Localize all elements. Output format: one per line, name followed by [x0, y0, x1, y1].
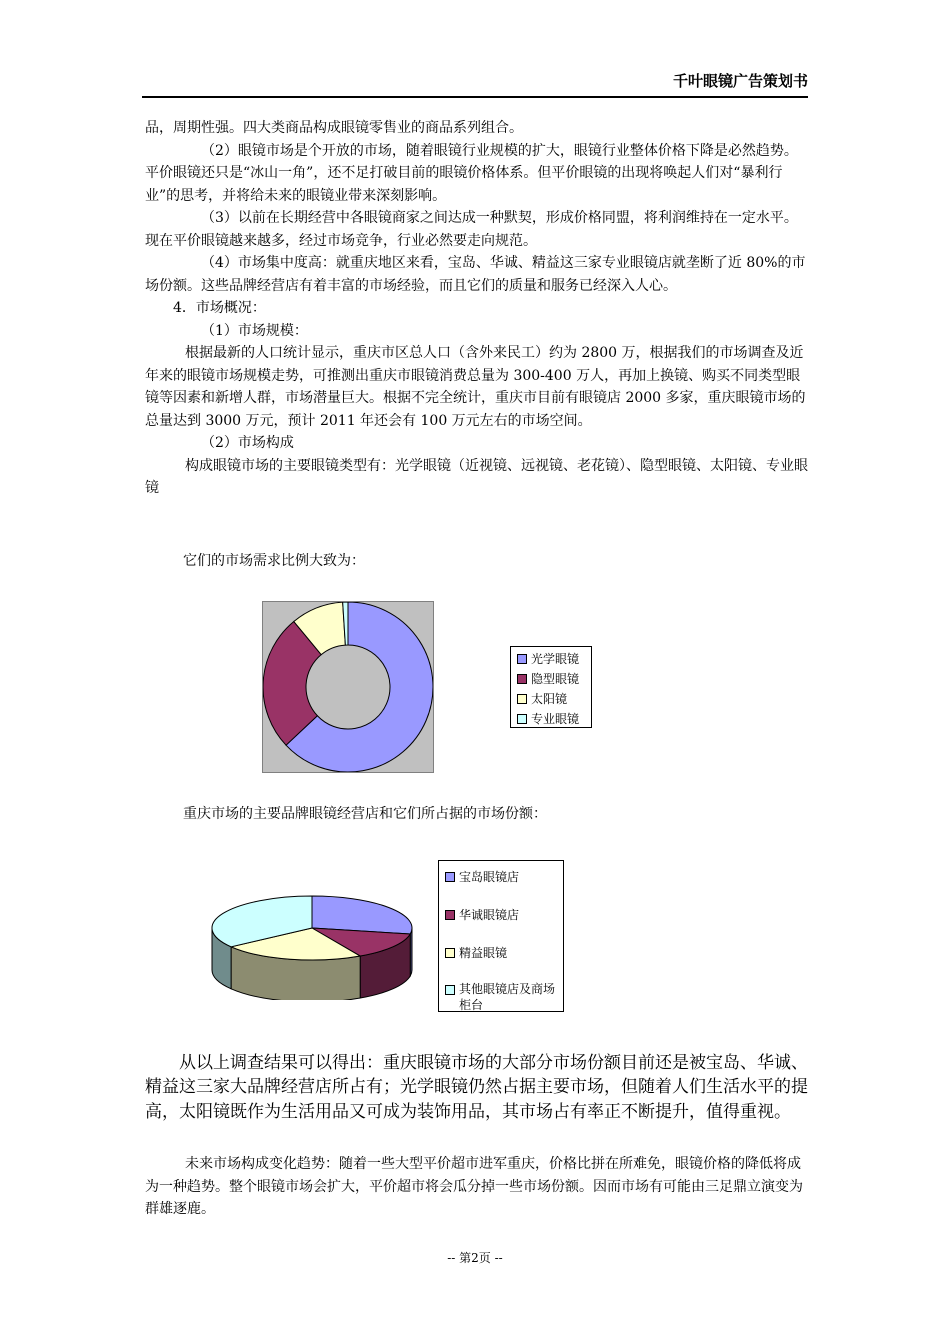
chart2-legend-swatch — [445, 985, 455, 995]
chart2-legend-swatch — [445, 872, 455, 882]
chart1-legend-swatch — [517, 654, 527, 664]
chart2-legend-label: 宝岛眼镜店 — [459, 870, 520, 884]
chart1-legend-label: 光学眼镜 — [531, 652, 580, 666]
chart2-legend-item — [445, 981, 557, 1013]
chart2-3d-pie — [205, 890, 420, 1000]
chart2-legend-item — [445, 944, 507, 961]
chart1-legend-item — [517, 710, 579, 727]
chart1-intro: 它们的市场需求比例大致为： — [183, 553, 365, 569]
section-heading-4: 4．市场概况： — [173, 300, 266, 316]
chart1-legend — [510, 646, 592, 728]
paragraph-point-4: （4）市场集中度高：就重庆地区来看，宝岛、华诚、精益这三家专业眼镜店就垄断了近 80%的市场份额。这些品牌经营店有着丰富的市场经验，而且它们的质量和服务已经深入人心。 — [145, 255, 806, 294]
body-text — [145, 117, 810, 500]
chart1-frame — [262, 601, 434, 773]
conclusion-paragraph: 从以上调查结果可以得出：重庆眼镜市场的大部分市场份额目前还是被宝岛、华诚、精益这三家大品牌经营店所占有；光学眼镜仍然占据主要市场，但随着人们生活水平的提高，太阳镜既作为生活用品又可成为装饰用品，其市场占有率正不断提升，值得重视。 — [145, 1053, 808, 1122]
page-number: -- 第2页 -- — [447, 1251, 503, 1265]
paragraph-market-composition: 构成眼镜市场的主要眼镜类型有：光学眼镜（近视镜、远视镜、老花镜）、隐型眼镜、太阳镜、专业眼镜 — [145, 457, 808, 496]
chart1-legend-swatch — [517, 674, 527, 684]
future-trend-paragraph: 未来市场构成变化趋势：随着一些大型平价超市进军重庆，价格比拼在所难免，眼镜价格的降低将成为一种趋势。整个眼镜市场会扩大，平价超市将会瓜分掉一些市场份额。因而市场有可能由三足鼎立演变为群雄逐鹿。 — [145, 1156, 803, 1217]
future-trend-text — [145, 1153, 810, 1221]
chart2-legend-swatch — [445, 910, 455, 920]
chart2-legend-label: 精益眼镜 — [459, 946, 508, 960]
chart1-legend-item — [517, 690, 567, 707]
chart1-legend-label: 隐型眼镜 — [531, 672, 580, 686]
chart2-legend-item — [445, 868, 519, 885]
chart1-legend-item — [517, 650, 579, 667]
chart2-intro: 重庆市场的主要品牌眼镜经营店和它们所占据的市场份额： — [183, 806, 547, 822]
subheading-market-scale: （1）市场规模： — [201, 322, 308, 339]
paragraph-continuation: 品，周期性强。四大类商品构成眼镜零售业的商品系列组合。 — [145, 120, 523, 136]
chart2-legend — [438, 860, 564, 1012]
document-header-title: 千叶眼镜广告策划书 — [672, 72, 808, 90]
chart2-legend-item — [445, 906, 519, 923]
paragraph-point-3: （3）以前在长期经营中各眼镜商家之间达成一种默契，形成价格同盟，将利润维持在一定水平。现在平价眼镜越来越多，经过市场竞争，行业必然要走向规范。 — [145, 210, 798, 249]
chart2-legend-label: 其他眼镜店及商场柜台 — [459, 982, 556, 1012]
chart1-legend-label: 太阳镜 — [531, 692, 568, 706]
chart1-legend-item — [517, 670, 579, 687]
chart1-doughnut — [263, 602, 433, 772]
conclusion-text — [145, 1051, 810, 1124]
chart2-legend-swatch — [445, 948, 455, 958]
chart1-legend-swatch — [517, 714, 527, 724]
chart2-legend-label: 华诚眼镜店 — [459, 908, 520, 922]
subheading-market-composition: （2）市场构成 — [201, 435, 294, 451]
chart1-legend-label: 专业眼镜 — [531, 712, 580, 726]
chart2-slice-0 — [312, 896, 412, 934]
header-rule — [142, 96, 808, 98]
paragraph-point-2: （2）眼镜市场是个开放的市场，随着眼镜行业规模的扩大，眼镜行业整体价格下降是必然趋势。平价眼镜还只是“冰山一角”，还不足打破目前的眼镜价格体系。但平价眼镜的出现将唤起人们对“暴利行业”的思考，并将给未来的眼镜业带来深刻影响。 — [145, 142, 798, 204]
chart1-legend-swatch — [517, 694, 527, 704]
paragraph-market-scale: 根据最新的人口统计显示，重庆市区总人口（含外来民工）约为 2800 万，根据我们的市场调查及近年来的眼镜市场规模走势，可推测出重庆市眼镜消费总量为 300-400 万人，再加上换镜、购买不同类型眼镜等因素和新增人群，市场潜量巨大。根据不完全统计，重庆市目前有眼镜店 2000 多家，重庆眼镜市场的总量达到 3000 万元，预计 2011 年还会有 100 万元左右的市场空间。 — [145, 345, 806, 429]
